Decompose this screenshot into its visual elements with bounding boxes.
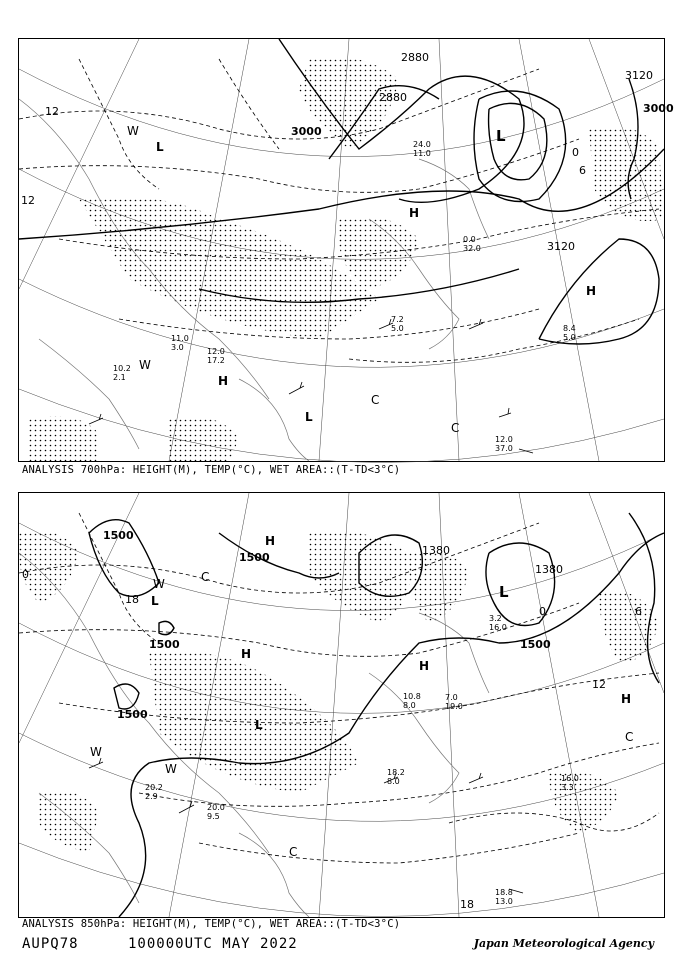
contour-label: 3120 (625, 69, 653, 82)
station-dewpoint-depression: 2.9 (145, 792, 158, 801)
low-center-label: L (156, 140, 164, 154)
high-center-label: H (586, 284, 597, 298)
station-dewpoint-depression: 11.0 (413, 149, 431, 158)
cold-center-label: C (451, 421, 460, 435)
valid-time: 100000UTC MAY 2022 (128, 936, 298, 952)
wind-barbs-700 (89, 319, 533, 453)
station-temp: 11.0 (171, 334, 189, 343)
wet-area-700 (29, 57, 664, 462)
station-dewpoint-depression: 37.0 (495, 444, 513, 453)
low-center-label: L (305, 410, 313, 424)
contour-label: 1380 (422, 544, 450, 557)
station-temp: 24.0 (413, 140, 431, 149)
station-temp: 10.8 (403, 692, 421, 701)
station-dewpoint-depression: 13.0 (495, 897, 513, 906)
contour-label: 1500 (520, 638, 551, 651)
contour-label: 12 (592, 678, 606, 691)
station-temp: 18.2 (387, 768, 405, 777)
station-dewpoint-depression: 3.3 (561, 783, 574, 792)
high-center-label: H (419, 659, 430, 673)
warm-center-label: W (139, 358, 151, 372)
warm-center-label: W (127, 124, 139, 138)
low-center-label: L (151, 594, 159, 608)
high-center-label: H (265, 534, 276, 548)
contour-label: 1500 (103, 529, 134, 542)
cold-center-label: C (371, 393, 380, 407)
contour-label: 2880 (379, 91, 407, 104)
low-center-label: L (255, 718, 263, 732)
map-850hpa (19, 493, 664, 917)
contour-label: 0 (572, 146, 579, 159)
high-center-label: H (409, 206, 420, 220)
station-temp: 20.2 (145, 783, 163, 792)
contour-label: 3000 (643, 102, 674, 115)
contour-label: 18 (125, 593, 139, 606)
contour-label: 0 (539, 605, 546, 618)
contour-label: 12 (45, 105, 59, 118)
high-center-label: H (218, 374, 229, 388)
contour-label: 3120 (547, 240, 575, 253)
map-panel-700hpa (18, 38, 674, 462)
station-dewpoint-depression: 5.0 (391, 324, 404, 333)
contour-label: 1500 (149, 638, 180, 651)
station-dewpoint-depression: 32.0 (463, 244, 481, 253)
station-temp: 12.0 (207, 347, 225, 356)
contour-label: 3000 (291, 125, 322, 138)
panel-caption-850: ANALYSIS 850hPa: HEIGHT(M), TEMP(°C), WET AREA::(T-TD<3°C) (22, 918, 401, 930)
station-dewpoint-depression: 19.0 (445, 702, 463, 711)
station-temp: 18.8 (495, 888, 513, 897)
map-panel-850hpa (18, 492, 665, 918)
station-dewpoint-depression: 3.0 (171, 343, 184, 352)
low-center-label: L (496, 127, 506, 145)
station-temp: 20.0 (207, 803, 225, 812)
station-dewpoint-depression: 8.0 (387, 777, 400, 786)
station-dewpoint-depression: 9.5 (207, 812, 220, 821)
station-temp: 7.0 (445, 693, 458, 702)
map-700hpa (19, 39, 674, 461)
cold-center-label: C (625, 730, 634, 744)
cold-center-label: C (201, 570, 210, 584)
high-center-label: H (621, 692, 632, 706)
station-dewpoint-depression: 5.0 (563, 333, 576, 342)
warm-center-label: W (90, 745, 102, 759)
station-dewpoint-depression: 2.1 (113, 373, 126, 382)
contour-label: 1500 (117, 708, 148, 721)
station-dewpoint-depression: 16.0 (489, 623, 507, 632)
station-temp: 16.0 (561, 774, 579, 783)
contour-label: 2880 (401, 51, 429, 64)
chart-id: AUPQ78 (22, 936, 79, 952)
contour-label: 0 (22, 568, 29, 581)
cold-center-label: C (289, 845, 298, 859)
station-temp: 0.0 (463, 235, 476, 244)
contour-label: 6 (579, 164, 586, 177)
station-dewpoint-depression: 8.0 (403, 701, 416, 710)
station-temp: 3.2 (489, 614, 502, 623)
station-temp: 12.0 (495, 435, 513, 444)
contour-label: 1380 (535, 563, 563, 576)
warm-center-label: W (165, 762, 177, 776)
station-temp: 8.4 (563, 324, 576, 333)
station-dewpoint-depression: 17.2 (207, 356, 225, 365)
agency-credit: Japan Meteorological Agency (473, 937, 654, 950)
panel-caption-700: ANALYSIS 700hPa: HEIGHT(M), TEMP(°C), WET AREA::(T-TD<3°C) (22, 464, 401, 476)
station-temp: 7.2 (391, 315, 404, 324)
contour-label: 18 (460, 898, 474, 911)
low-center-label: L (499, 583, 509, 601)
station-temp: 10.2 (113, 364, 131, 373)
contour-label: 12 (21, 194, 35, 207)
contour-label: 6 (635, 605, 642, 618)
high-center-label: H (241, 647, 252, 661)
contour-label: 1500 (239, 551, 270, 564)
warm-center-label: W (153, 577, 165, 591)
